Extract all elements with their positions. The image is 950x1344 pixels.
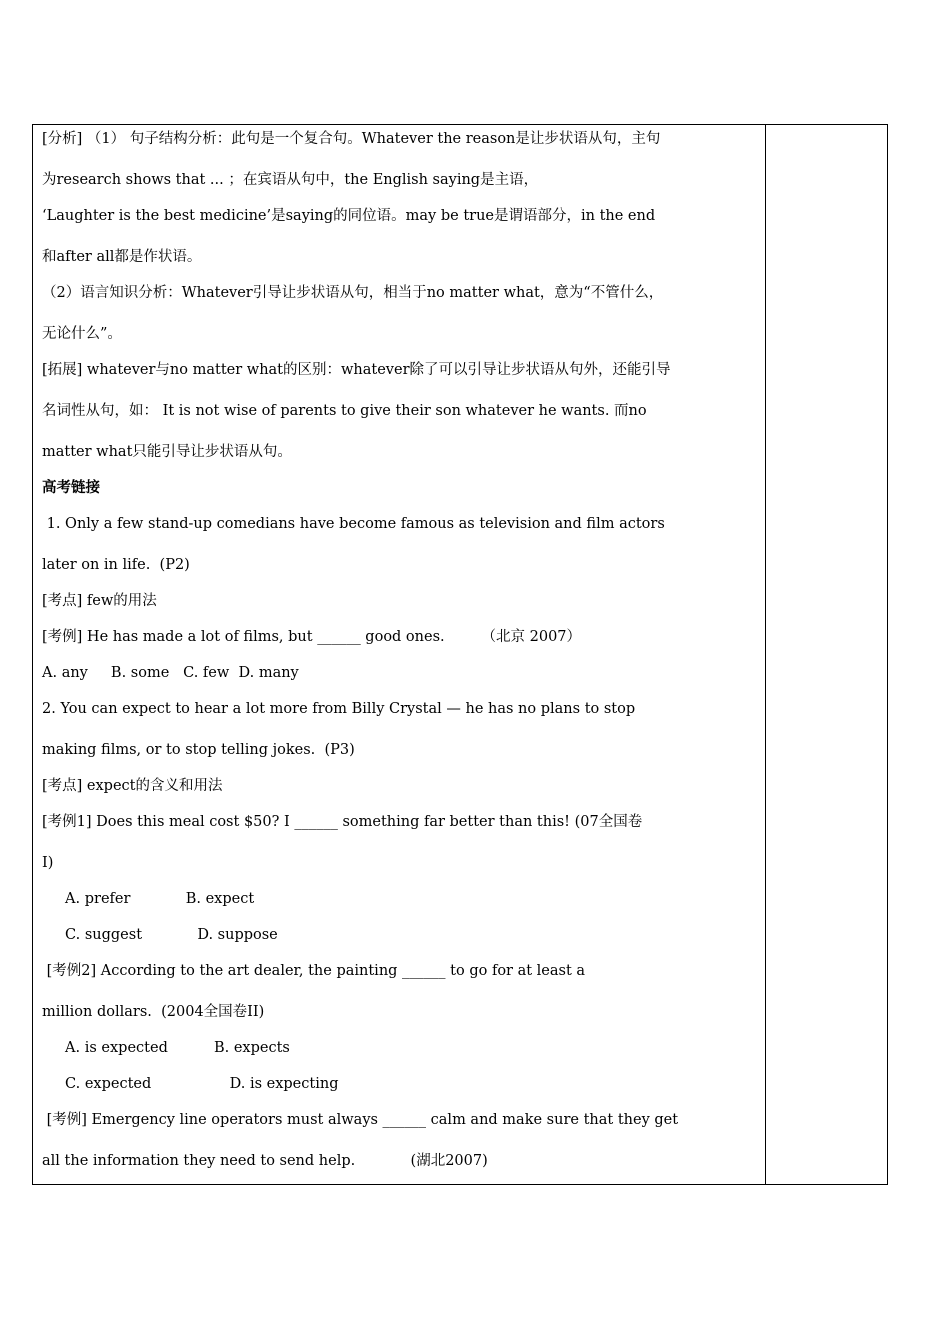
analysis-line-4: 和after all都是作状语。: [42, 249, 202, 265]
exam-options-2b: C. suggest D. suppose: [42, 927, 278, 943]
point-few: [考点] few的用法: [42, 593, 157, 609]
example-2-line-2: making films, or to stop telling jokes. (P3): [42, 742, 355, 758]
exam-options-2a: A. prefer B. expect: [42, 891, 255, 907]
exam-options-3b: C. expected D. is expecting: [42, 1076, 339, 1092]
example-1-line-2: later on in life. (P2): [42, 557, 190, 573]
exam-question-1: [考例] He has made a lot of films, but ______ good ones. （北京 2007）: [42, 629, 582, 645]
extension-line-3: matter what只能引导让步状语从句。: [42, 444, 292, 460]
exam-question-2-line-1: [考例1] Does this meal cost $50? I ______ something far better than this! (07全国卷: [42, 814, 643, 830]
analysis-line-1: [分析] （1） 句子结构分析：此句是一个复合句。Whatever the reason是让步状语从句，主句: [42, 131, 661, 147]
exam-question-4-line-1: [考例] Emergency line operators must always ______ calm and make sure that they get: [42, 1112, 679, 1128]
exam-options-1: A. any B. some C. few D. many: [42, 665, 299, 681]
column-divider: [765, 125, 766, 1184]
analysis-line-2: 为research shows that ... ；在宾语从句中，the English saying是主语，: [42, 172, 539, 188]
exam-options-3a: A. is expected B. expects: [42, 1040, 290, 1056]
exam-question-4-line-2: all the information they need to send help. (湖北2007): [42, 1153, 488, 1169]
extension-line-2: 名词性从句，如： It is not wise of parents to give their son whatever he wants. 而no: [42, 403, 647, 419]
example-1-line-1: 1. Only a few stand-up comedians have become famous as television and film actors: [42, 516, 665, 532]
exam-question-3-line-1: [考例2] According to the art dealer, the painting ______ to go for at least a: [42, 963, 586, 979]
example-2-line-1: 2. You can expect to hear a lot more from Billy Crystal — he has no plans to stop: [42, 701, 636, 717]
exam-question-2-line-2: I): [42, 855, 54, 871]
content-table: [32, 124, 888, 1185]
exam-question-3-line-2: million dollars. (2004全国卷II): [42, 1004, 265, 1020]
section-heading: 高考链接: [42, 480, 100, 496]
analysis-line-3: ‘Laughter is the best medicine’是saying的同位语。may be true是谓语部分，in the end: [42, 208, 656, 224]
point-expect: [考点] expect的含义和用法: [42, 778, 223, 794]
analysis-line-6: 无论什么”。: [42, 326, 122, 342]
analysis-line-5: （2）语言知识分析：Whatever引导让步状语从句，相当于no matter what，意为“不管什么，: [42, 285, 664, 301]
extension-line-1: [拓展] whatever与no matter what的区别：whatever除了可以引导让步状语从句外，还能引导: [42, 362, 671, 378]
